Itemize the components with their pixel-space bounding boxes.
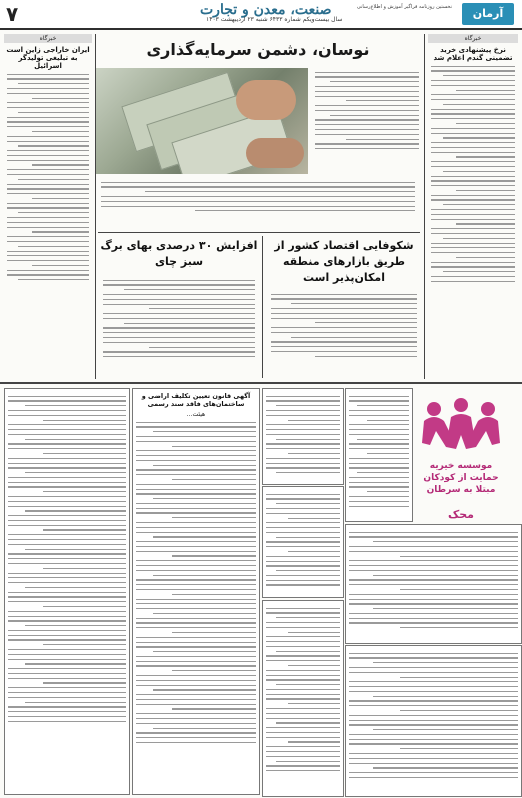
charity-name: موسسه خیریه حمایت از کودکان مبتلا به سرطان <box>423 461 499 495</box>
sub-story-right-body <box>268 290 420 378</box>
story-divider <box>98 232 420 233</box>
masthead <box>0 0 522 30</box>
right-column-label: خبرگاه <box>428 34 518 43</box>
column-divider <box>424 34 425 379</box>
ads-section-divider <box>0 382 522 384</box>
left-column-title: ایران خاراجی زاین است به تبلیغی تولیدگر اسرائیل <box>6 46 90 70</box>
legal-notice <box>262 600 344 797</box>
story-divider <box>262 236 263 378</box>
page-number: ۷ <box>6 2 19 26</box>
notice-title: آگهی قانون تعیین تکلیف اراضی و ساختمان‌های فاقد سند رسمی <box>141 392 251 408</box>
legal-notice <box>345 388 413 522</box>
main-headline: نوسان، دشمن سرمایه‌گذاری <box>146 40 370 59</box>
legal-notice <box>262 486 344 598</box>
notice-subtitle: هیئت... <box>186 411 206 418</box>
legal-notice <box>345 645 522 797</box>
sub-story-left-body <box>100 276 258 378</box>
charity-logo-icon <box>416 395 506 455</box>
sub-story-right-headline: شکوفایی اقتصاد کشور از طریق بازارهای منطقه امکان‌پذیر است <box>274 239 414 284</box>
right-column-body <box>428 66 518 282</box>
issue-line: سال بیست‌ویکم شماره ۶۴۳۳ شنبه ۲۳ اردیبهشت ۱۴۰۳ <box>206 16 343 23</box>
left-column-label: خبرگاه <box>4 34 92 43</box>
masthead-motto: نخستین روزنامه فراگیر آموزش و اطلاع‌رسانی <box>356 4 452 10</box>
charity-brand: محک <box>447 508 474 521</box>
legal-notice <box>262 388 344 485</box>
land-title-notice-continued <box>4 388 130 795</box>
left-column-body <box>4 74 92 281</box>
money-photo <box>96 68 308 174</box>
section-title: صنعت، معدن و تجارت <box>200 2 332 18</box>
legal-notice <box>345 524 522 644</box>
main-story-body-continued <box>98 178 418 228</box>
sub-story-left-headline: افزایش ۳۰ درصدی بهای برگ سبز چای <box>100 239 258 268</box>
newspaper-logo: آرمان <box>462 3 514 25</box>
land-title-notice <box>132 388 260 795</box>
main-story-body <box>312 68 422 176</box>
right-news-column <box>428 34 518 379</box>
left-news-column <box>4 34 92 379</box>
right-column-title: نرخ پیشنهادی خرید تضمینی گندم اعلام شد <box>433 46 513 62</box>
